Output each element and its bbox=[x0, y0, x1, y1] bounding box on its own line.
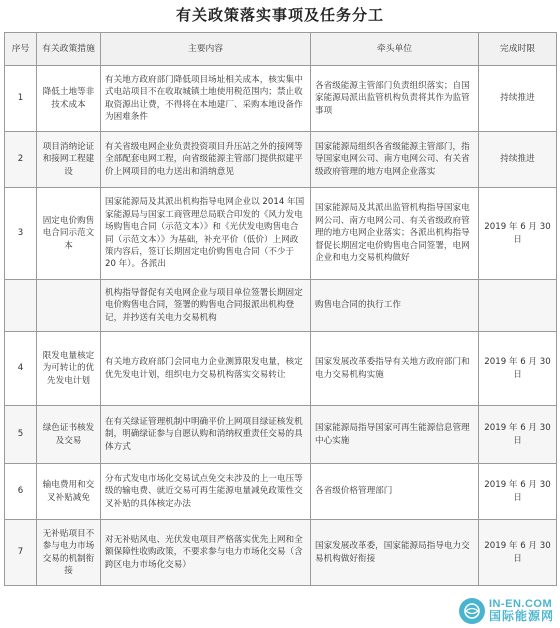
table-row bbox=[5, 332, 557, 406]
cell-date: 2019 年 6 月 30 日 bbox=[479, 520, 557, 586]
cell-content: 有关省级电网企业负责投资项目升压站之外的接网等全部配套电网工程，向省级能源主管部门提供拟建平价上网项目的电力送出和消纳意见 bbox=[101, 132, 311, 188]
cell-measure: 固定电价购售电合同示范文本 bbox=[37, 188, 101, 280]
cell-no: 5 bbox=[5, 406, 37, 464]
cell-measure: 输电费用和交叉补贴减免 bbox=[37, 464, 101, 520]
cell-date bbox=[479, 280, 557, 332]
cell-unit: 各省级价格管理部门 bbox=[311, 464, 479, 520]
header-unit: 牵头单位 bbox=[311, 33, 479, 66]
cell-no: 1 bbox=[5, 66, 37, 132]
cell-no: 2 bbox=[5, 132, 37, 188]
cell-measure: 项目消纳论证和接网工程建设 bbox=[37, 132, 101, 188]
header-no: 序号 bbox=[5, 33, 37, 66]
cell-no bbox=[5, 280, 37, 332]
cell-measure: 绿色证书核发及交易 bbox=[37, 406, 101, 464]
cell-unit: 国家能源局组织各省级能源主管部门，指导国家电网公司、南方电网公司、有关省级政府管理的地方电网企业落实 bbox=[311, 132, 479, 188]
cell-content: 在有关绿证管理机制中明确平价上网项目绿证核发机制，明确绿证参与自愿认购和消纳权重责任交易的具体方式 bbox=[101, 406, 311, 464]
cell-no: 6 bbox=[5, 464, 37, 520]
cell-measure: 限发电量核定为可转让的优先发电计划 bbox=[37, 332, 101, 406]
table-row bbox=[5, 280, 557, 332]
cell-no: 3 bbox=[5, 188, 37, 280]
table-header-row bbox=[5, 33, 557, 66]
page-title: 有关政策落实事项及任务分工 bbox=[175, 6, 384, 24]
header-date: 完成时限 bbox=[479, 33, 557, 66]
header-measure: 有关政策措施 bbox=[37, 33, 101, 66]
cell-unit: 国家发展改革委，国家能源局指导电力交易机构做好衔接 bbox=[311, 520, 479, 586]
cell-date: 2019 年 6 月 30 日 bbox=[479, 406, 557, 464]
cell-unit: 各省级能源主管部门负责组织落实；自国家能源局派出监管机构负责将其作为监管事项 bbox=[311, 66, 479, 132]
policy-task-table bbox=[4, 32, 557, 586]
cell-unit: 国家能源局指导国家可再生能源信息管理中心实施 bbox=[311, 406, 479, 464]
watermark-en: IN-EN.COM bbox=[488, 597, 553, 610]
cell-no: 4 bbox=[5, 332, 37, 406]
cell-content: 有关地方政府部门会同电力企业测算限发电量，核定优先发电计划，组织电力交易机构落实交易转让 bbox=[101, 332, 311, 406]
cell-content: 有关地方政府部门降低项目场址相关成本，核实集中式电站项目不在收取城镇土地使用税范围内；禁止收取资源出让费，不得将在本地建厂、采购本地设备作为困难条件 bbox=[101, 66, 311, 132]
table-row bbox=[5, 406, 557, 464]
table-row bbox=[5, 66, 557, 132]
cell-unit: 购售电合同的执行工作 bbox=[311, 280, 479, 332]
cell-content: 国家能源局及其派出机构指导电网企业以 2014 年国家能源局与国家工商管理总局联合印发的《风力发电场购售电合同（示范文本）》和《光伏发电购售电合同（示范文本）》为基础，补充平价（低价）上网政策内容后，签订长期固定电价购售电合同（不少于 20 年）。各派出 bbox=[101, 188, 311, 280]
cell-unit: 国家发展改革委指导有关地方政府部门和电力交易机构实施 bbox=[311, 332, 479, 406]
watermark-cn: 国际能源网 bbox=[488, 609, 554, 624]
cell-measure: 降低土地等非技术成本 bbox=[37, 66, 101, 132]
cell-date: 持续推进 bbox=[479, 132, 557, 188]
cell-content: 对无补贴风电、光伏发电项目严格落实优先上网和全额保障性收购政策，不要求参与电力市场化交易（含跨区电力市场化交易） bbox=[101, 520, 311, 586]
cell-unit: 国家能源局及其派出监管机构指导国家电网公司、南方电网公司、有关省级政府管理的地方电网企业落实；各派出机构指导督促长期固定电价购售电合同签署，电网企业和电力交易机构做好 bbox=[311, 188, 479, 280]
table-row bbox=[5, 464, 557, 520]
cell-no: 7 bbox=[5, 520, 37, 586]
cell-date: 持续推进 bbox=[479, 66, 557, 132]
cell-date: 2019 年 6 月 30 日 bbox=[479, 464, 557, 520]
cell-date: 2019 年 6 月 30 日 bbox=[479, 332, 557, 406]
cell-date: 2019 年 6 月 30 日 bbox=[479, 188, 557, 280]
cell-content: 机构指导督促有关电网企业与项目单位签署长期固定电价购售电合同，签署的购售电合同报派出机构登记，并抄送有关电力交易机构 bbox=[101, 280, 311, 332]
globe-leaf-icon bbox=[459, 598, 485, 624]
cell-content: 分布式发电市场化交易试点免交未涉及的上一电压等级的输电费、就近交易可再生能源电量减免政策性交叉补贴的具体核定办法 bbox=[101, 464, 311, 520]
table-row bbox=[5, 520, 557, 586]
site-watermark bbox=[459, 598, 554, 624]
table-row bbox=[5, 132, 557, 188]
cell-measure: 无补贴项目不参与电力市场交易的机制衔接 bbox=[37, 520, 101, 586]
header-content: 主要内容 bbox=[101, 33, 311, 66]
watermark-text bbox=[489, 599, 554, 623]
table-row bbox=[5, 188, 557, 280]
cell-measure bbox=[37, 280, 101, 332]
